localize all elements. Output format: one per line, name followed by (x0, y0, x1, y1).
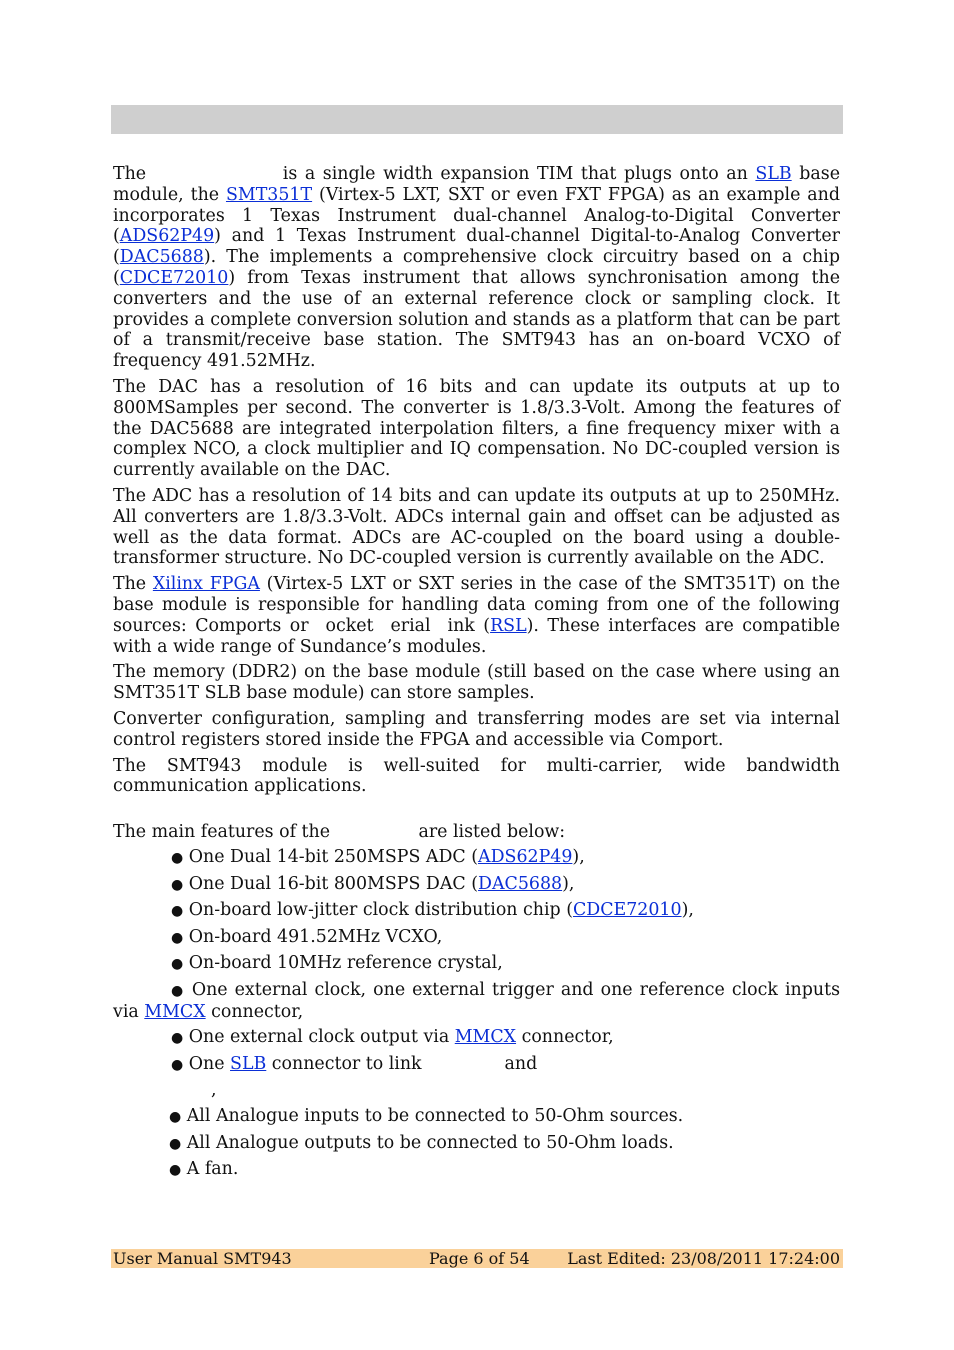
text-run: The (113, 164, 154, 184)
text-run: On-board low-jitter clock distribution chip ( (188, 900, 573, 921)
footer-last-edited: Last Edited: 23/08/2011 17:24:00 (567, 1249, 840, 1268)
hyperlink-dac5688[interactable]: DAC5688 (119, 247, 204, 268)
footer-page-number: Page 6 of 54 (429, 1249, 530, 1268)
body-paragraph (113, 376, 846, 481)
text-run: ), (572, 846, 585, 867)
hyperlink-smt351t[interactable]: SMT351T (225, 184, 313, 205)
hyperlink-ads62p49[interactable]: ADS62P49 (119, 226, 215, 247)
text-run: All Analogue outputs to be connected to 50-Ohm loads. (186, 1132, 674, 1153)
text-run: base module, the (113, 164, 846, 205)
bullet-icon: ● (169, 1135, 182, 1152)
hyperlink-slb[interactable]: SLB (230, 1053, 267, 1074)
bullet-icon: ● (171, 929, 184, 946)
text-run: (Virtex-5 LXT or SXT series in the case of the SMT351T) on the base module is responsible for handling data coming from one of the following sources: Comports or ocket erial ink ( (113, 574, 846, 636)
hyperlink-ads62p49[interactable]: ADS62P49 (478, 846, 573, 867)
features-intro: The main features of the are listed below: (113, 822, 566, 843)
text-run: One Dual 14-bit 250MSPS ADC ( (188, 846, 479, 867)
hyperlink-cdce72010[interactable]: CDCE72010 (119, 267, 229, 288)
text-run: The (113, 574, 153, 595)
hyperlink-mmcx[interactable]: MMCX (454, 1027, 517, 1048)
feature-list (113, 846, 846, 1181)
list-item (113, 847, 840, 869)
list-item (113, 979, 846, 1023)
body-paragraph (113, 574, 846, 657)
document-body (113, 164, 846, 1186)
hyperlink-rsl[interactable]: RSL (490, 615, 527, 636)
text-run: connector, (205, 1001, 304, 1022)
bullet-icon: ● (171, 1030, 184, 1047)
hyperlink-mmcx[interactable]: MMCX (144, 1001, 206, 1022)
bullet-icon: ● (171, 1056, 184, 1073)
list-item (113, 874, 840, 896)
text-run: ). The implements a comprehensive clock circuitry based on a chip ( (113, 247, 846, 288)
text-run: is a single width expansion TIM that plugs onto an (282, 164, 756, 184)
list-item (113, 1133, 840, 1155)
text-run: One (188, 1053, 231, 1074)
bullet-icon: ● (171, 876, 184, 893)
text-run: ), (681, 900, 694, 921)
hyperlink-dac5688[interactable]: DAC5688 (478, 873, 563, 894)
text-run: , (211, 1080, 217, 1101)
hyperlink-slb[interactable]: SLB (755, 164, 792, 184)
body-paragraph (113, 485, 846, 569)
text-run: Converter configuration, sampling and transferring modes are set via internal control registers stored inside the FPGA and accessible via Comport. (113, 708, 846, 750)
text-run: ) from Texas instrument that allows synchronisation among the converters and the use of an external reference clock or sampling clock. It provides a complete conversion solution and stands as a platform that can be part of a transmit/receive base station. The SMT943 has an on-board VCXO of frequency 491.52MHz. (113, 267, 846, 372)
hyperlink-xilinx-fpga[interactable]: Xilinx FPGA (152, 574, 260, 595)
text-run: ). These interfaces are compatible with a wide range of Sundance’s modules. (113, 615, 846, 657)
list-item (113, 1027, 840, 1049)
text-run: One Dual 16-bit 800MSPS DAC ( (188, 873, 479, 894)
text-run: The DAC has a resolution of 16 bits and can update its outputs at up to 800MSamples per second. The converter is 1.8/3.3-Volt. Among the features of the DAC5688 are integrated interpolation filters, a fine frequency mixer with a complex NCO, a clock multiplier and IQ compensation. No DC-coupled version is currently available on the DAC. (113, 376, 846, 481)
footer-manual-title: User Manual SMT943 (113, 1249, 292, 1268)
text-run: connector, (516, 1027, 614, 1048)
body-paragraph (113, 708, 846, 751)
text-run: connector to link and (266, 1053, 538, 1074)
list-item (113, 927, 840, 949)
text-run: On-board 10MHz reference crystal, (188, 953, 503, 974)
list-item (113, 1159, 840, 1181)
list-item (113, 1080, 840, 1101)
text-run: ) and 1 Texas Instrument dual-channel Digital-to-Analog Converter ( (113, 226, 846, 268)
text-run: The memory (DDR2) on the base module (still based on the case where using an SMT351T SLB base module) can store samples. (113, 662, 846, 704)
list-item (113, 953, 840, 975)
page-footer (111, 1249, 843, 1268)
body-paragraph (113, 662, 846, 704)
body-paragraph (113, 164, 846, 372)
text-run: On-board 491.52MHz VCXO, (188, 926, 443, 947)
text-run: A fan. (186, 1159, 239, 1180)
list-item (113, 1054, 840, 1076)
text-run: One external clock output via (188, 1027, 455, 1048)
text-run: ), (562, 873, 575, 894)
bullet-icon: ● (171, 903, 184, 920)
bullet-icon: ● (171, 982, 185, 999)
text-run (154, 164, 283, 184)
bullet-icon: ● (171, 956, 184, 973)
bullet-icon: ● (171, 849, 184, 866)
list-item (113, 1106, 840, 1128)
text-run: All Analogue inputs to be connected to 50-Ohm sources. (186, 1106, 684, 1127)
list-item (113, 900, 840, 922)
paragraph-list (113, 164, 846, 797)
bullet-icon: ● (169, 1162, 182, 1179)
text-run: One external clock, one external trigger and one reference clock inputs via (113, 979, 846, 1022)
text-run: The ADC has a resolution of 14 bits and can update its outputs at up to 250MHz. All converters are 1.8/3.3-Volt. ADCs internal gain and offset can be adjusted as well as the data format. ADCs are AC-coupled on the board using a double-transformer structure. No DC-coupled version is currently available on the ADC. (113, 485, 846, 569)
section-header-bar (111, 105, 843, 134)
hyperlink-cdce72010[interactable]: CDCE72010 (572, 900, 682, 921)
body-paragraph (113, 755, 846, 798)
bullet-icon: ● (169, 1109, 182, 1126)
text-run: The SMT943 module is well-suited for multi-carrier, wide bandwidth communication applications. (113, 755, 846, 797)
text-run: (Virtex-5 LXT, SXT or even FXT FPGA) as an example and incorporates 1 Texas Instrument dual-channel Analog-to-Digital Converter ( (113, 184, 846, 247)
